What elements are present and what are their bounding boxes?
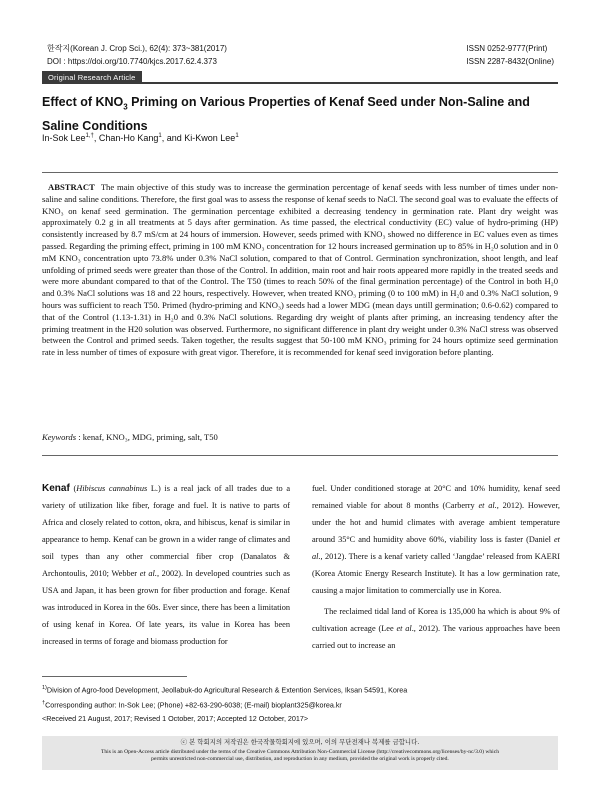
body-paragraph [312,603,560,654]
body-column-left [42,480,290,650]
footnotes [42,682,562,725]
issn-online: ISSN 2287-8432(Online) [466,57,554,66]
journal-citation: 한작지(Korean J. Crop Sci.), 62(4): 373~381(2017) [47,44,227,53]
title-text-2: Priming on Various Properties of Kenaf Seed under Non-Saline and Saline Conditions [42,95,530,133]
author-1: In-Sok Lee [42,133,86,143]
author-2-affil: 1 [158,133,162,139]
header-divider [42,82,558,84]
footnote-rule [42,676,187,677]
title-subscript: 3 [123,102,128,112]
journal-header [47,42,227,68]
corresponding-mark: † [42,699,46,706]
author-1-affil: 1,† [85,133,94,139]
copyright-notice: ⓒ 본 학회지의 저작권은 한국작물학회지에 있으며, 이의 무단전재나 복제를 금합니다. [180,738,420,746]
keywords [42,432,218,442]
affiliation-note [42,682,562,697]
issn-print: ISSN 0252-9777(Print) [466,44,548,53]
license-box [42,736,558,770]
article-title [42,93,562,135]
author-list [42,133,239,143]
body-paragraph [42,480,290,650]
body-text: ., 2012). The various approaches have been carried out to increase an [312,624,561,650]
abstract-bottom-rule [42,455,558,456]
body-column-right [312,480,560,654]
dates-note: <Received 21 August, 2017; Revised 1 October, 2017; Accepted 12 October, 2017> [42,713,309,723]
abstract-text: The main objective of this study was to increase the germination percentage of kenaf seeds with less number of times under non-saline and saline conditions. Therefore, the first goal was to assess the response of kenaf seeds to NaCl. The second goal was to evaluate the effects of KNO₃ on kenaf seed germination. The germination percentage exhibited a decreasing tendency in germination rate. Plant dry weight was approximately 0.2 g in all treatments at 5 days after germination. As time passed, the electrical conductivity (EC) value of hydro-priming (HP) consistently increased by 8.7 mS/cm at 24 hours of immersion. However, seeds primed with KNO₃ showed no difference in EC values even as times passed. Regarding the priming effect, priming in 100 mM KNO₃ concentration for 12 hours increased germination up to 85% in H₂0 solution and in 0 mM KNO₃ concentration upto 73.8% under 0.3% NaCl solution, compared to that of Control. Germination synchronization, shoot length, and leaf unfolding of primed seeds were greater than those of the Control. In addition, main root and hair roots appeared more rapidly in the treated seeds and were more abundant compared to that of the Control. The T50 (times to reach 50% of the final germination percentage) of the Control in both H₂0 and 0.3% NaCl solutions was 18 and 22 hours, respectively. However, when treated KNO₃ priming (0 to 100 mM) in H₂0 and 0.3% NaCl solution, 9 hours was sufficient to reach T50. Primed (hydro-priming and KNO₃) seeds had a lower MDG (mean days untill germination; 0.6-0.62) compared to that of the Control (1.13-1.31) in H₂0 and 0.3% NaCl solutions. Regarding dry weight of plants after priming, an increasing tendency after the priming treatment in the H20 solution was observed. Furthermore, no significant difference in plant dry weight under 0.3% NaCl stress was observed between the Control and primed seeds. Taken together, the results suggest that 50-100 mM KNO₃ priming for 24 hours optimize seed germination rate in less number of times of exposure with great vigor. Therefore, it is recommended for kenaf seed invigoration before planting. [42,182,558,358]
corresponding-text: Corresponding author: In-Sok Lee; (Phone) +82-63-290-6038; (E-mail) bioplant325@korea.kr [45,700,342,710]
citation-etal: et al. [139,569,157,578]
affiliation-text: Division of Agro-food Development, Jeollabuk-do Agricultural Research & Extention Services, Iksan 54591, Korea [46,685,408,695]
citation-etal: et al [396,624,412,633]
body-text: ( [69,484,77,493]
body-text: , 2012). However, under the hot and humid climates with average ambient temperature around 35°C and humidity above 60%, viability loss is faster (Daniel [312,501,560,544]
species-name: Hibiscus cannabinus [76,484,148,493]
license-line-1: This is an Open-Access article distributed under the terms of the Creative Commons Attribution Non-Commercial License (http://creativecommons.org/licenses/by-nc/3.0) which [100,748,500,755]
keywords-label: Keywords [42,432,77,442]
affiliation-mark: 1) [42,685,47,691]
author-3: , and Ki-Kwon Lee [161,133,236,143]
issn-block [466,42,554,68]
lead-word: Kenaf [42,483,70,494]
corresponding-note [42,697,562,712]
citation-etal: et al. [478,501,497,510]
body-text: fuel. Under conditioned storage at 20°C and 10% humidity, kenaf seed remained viable for about 8 months (Carberry [312,484,560,510]
abstract-label: ABSTRACT [48,182,95,192]
abstract-top-rule [42,172,558,173]
author-3-affil: 1 [235,133,239,139]
title-text-1: Effect of KNO [42,95,124,109]
author-2: , Chan-Ho Kang [93,133,159,143]
body-text: , 2012). There is a kenaf variety called ‘Jangdae’ released from KAERI (Korea Atomic Energy Research Institute). It has a low germination rate, causing a major limitation to commercially use in Korea. [312,552,560,595]
license-line-2: permits unrestricted non-commercial use, distribution, and reproduction in any medium, provided the original work is properly cited. [151,756,449,762]
body-paragraph [312,480,560,599]
body-text: L.) is a real jack of all trades due to a variety of utilization like fiber, forage and fuel. It is native to parts of Africa and closely related to cotton, okra, and hibiscus, kenaf is similar in appearance to hemp. Kenaf can be grown in a wider range of climates and soil types than any other commercial fiber crop (Danalatos & Archontoulis, 2010; Webber [42,484,291,578]
article-type-badge: Original Research Article [42,71,142,84]
keywords-text: : kenaf, KNO₃, MDG, priming, salt, T50 [76,432,218,442]
body-text: , 2002). In developed countries such as USA and Japan, it has been grown for fiber production and forage. Kenaf was introduced in Korea in the 60s. Ever since, there has been a limitation of using kenaf in Korea. Of late years, its value in Korea has been increased in terms of forage and biomass production for [42,569,290,646]
citation-etal: et al. [312,535,560,561]
body-text: The reclaimed tidal land of Korea is 135,000 ha which is about 9% of cultivation acreage (Lee [312,607,560,633]
doi-link[interactable]: DOI : https://doi.org/10.7740/kjcs.2017.62.4.373 [47,57,217,66]
abstract [42,182,558,359]
